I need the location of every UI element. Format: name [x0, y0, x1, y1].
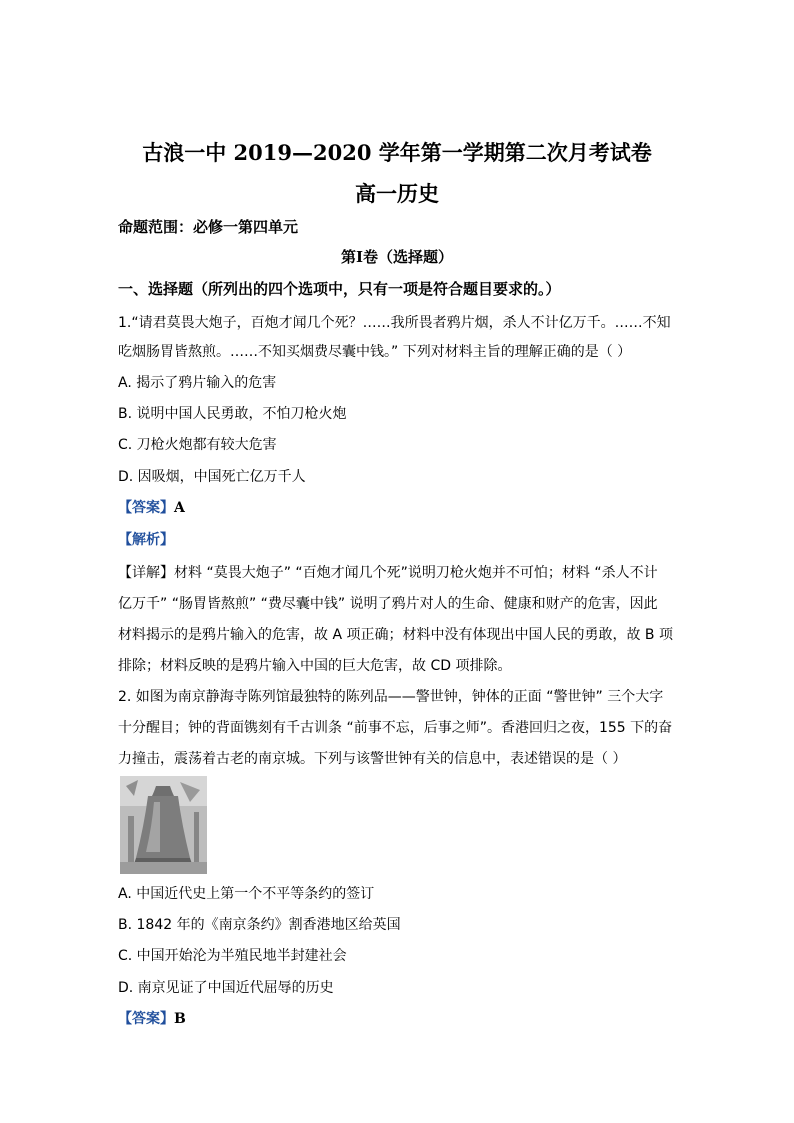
- q1-option-c: C. 刀枪火炮都有较大危害: [118, 437, 277, 453]
- q1-option-b: B. 说明中国人民勇敢，不怕刀枪火炮: [118, 406, 347, 422]
- q2-answer: B: [174, 1011, 186, 1027]
- q1-analysis-line: [118, 529, 174, 549]
- q1-stem-line-2: 吃烟肠胃皆熬煎。……不知买烟费尽囊中钱。” 下列对材料主旨的理解正确的是（ ）: [118, 344, 632, 360]
- q2-option-c: C. 中国开始沦为半殖民地半封建社会: [118, 948, 347, 964]
- q1-stem-line-1: 1.“请君莫畏大炮子，百炮才闻几个死？……我所畏者鸦片烟，杀人不计亿万千。……不知: [118, 315, 671, 331]
- q1-detail-line-2: 亿万千” “肠胃皆熬煎” “费尽囊中钱” 说明了鸦片对人的生命、健康和财产的危害，因此: [118, 596, 658, 612]
- q1-answer: A: [174, 500, 185, 516]
- answer-tag: 【答案】: [118, 1011, 174, 1027]
- q1-option-d: D. 因吸烟，中国死亡亿万千人: [118, 469, 306, 485]
- q2-stem-line-2: 十分醒目；钟的背面镌刻有千古训条 “前事不忘，后事之师”。香港回归之夜，155 下的奋: [118, 720, 673, 736]
- q2-option-a: A. 中国近代史上第一个不平等条约的签订: [118, 886, 375, 902]
- q1-detail-line-1: [118, 562, 658, 582]
- q2-stem-line-3: 力撞击，震荡着古老的南京城。下列与该警世钟有关的信息中，表述错误的是（ ）: [118, 751, 627, 767]
- bell-illustration: [120, 776, 207, 874]
- analysis-tag: 【解析】: [118, 532, 174, 548]
- q1-option-a: A. 揭示了鸦片输入的危害: [118, 375, 277, 391]
- q1-detail-line-4: 排除；材料反映的是鸦片输入中国的巨大危害，故 CD 项排除。: [118, 658, 512, 674]
- q1-detail-text-1: 材料 “莫畏大炮子” “百炮才闻几个死”说明刀枪火炮并不可怕；材料 “杀人不计: [174, 565, 658, 581]
- subject-title: 高一历史: [355, 181, 439, 206]
- answer-tag: 【答案】: [118, 500, 174, 516]
- q2-option-d: D. 南京见证了中国近代屈辱的历史: [118, 980, 334, 996]
- q2-answer-line: [118, 1008, 186, 1028]
- scope-line: 命题范围：必修一第四单元: [118, 218, 299, 236]
- exam-title: 古浪一中 2019—2020 学年第一学期第二次月考试卷: [142, 140, 652, 165]
- section-heading: 一、选择题（所列出的四个选项中，只有一项是符合题目要求的。）: [118, 280, 561, 298]
- warning-bell-image: [120, 776, 207, 874]
- q1-detail-line-3: 材料揭示的是鸦片输入的危害，故 A 项正确；材料中没有体现出中国人民的勇敢，故 B 项: [118, 627, 673, 643]
- detail-tag: 【详解】: [118, 565, 174, 581]
- q1-answer-line: [118, 497, 185, 517]
- q2-stem-line-1: 2. 如图为南京静海寺陈列馆最独特的陈列品——警世钟，钟体的正面 “警世钟” 三个大字: [118, 689, 664, 705]
- volume-heading: 第Ⅰ卷（选择题）: [340, 248, 454, 266]
- q2-option-b: B. 1842 年的《南京条约》割香港地区给英国: [118, 917, 401, 933]
